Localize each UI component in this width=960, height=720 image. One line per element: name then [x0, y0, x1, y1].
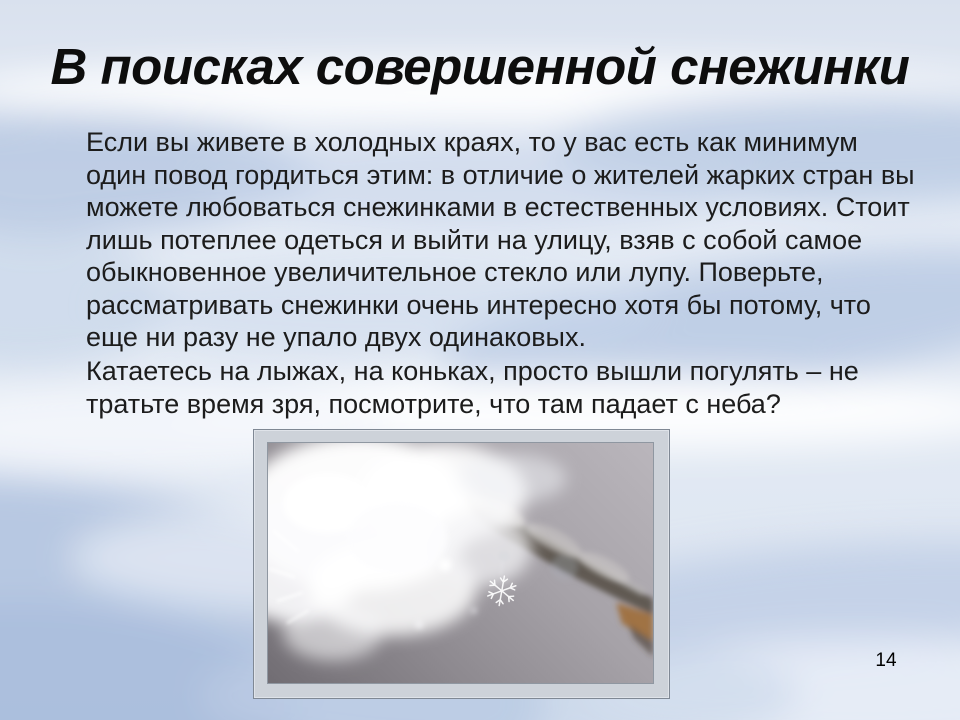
text-line: лишь потеплее одеться и выйти на улицу, взяв с собой самое: [86, 224, 863, 255]
text-line: Катаетесь на лыжах, на коньках, просто вышли погулять – не: [86, 356, 859, 386]
text-line: рассматривать снежинки очень интересно хотя бы потому, что: [86, 289, 871, 320]
text-line: Если вы живете в холодных краях, то у вас есть как минимум: [86, 127, 858, 157]
text-line: один повод гордиться этим: в отличие о жителей жарких стран вы: [86, 159, 915, 190]
snowflake-photo-graphic: [268, 443, 653, 683]
slide-title: В поисках совершенной снежинки: [50, 38, 910, 95]
text-line: можете любоваться снежинками в естественных условиях. Стоит: [86, 192, 910, 222]
body-paragraph-1: [86, 126, 926, 354]
snowflake-photo: [267, 442, 654, 684]
page-number: 14: [875, 650, 897, 671]
text-line: еще ни разу не упало двух одинаковых.: [86, 322, 586, 352]
text-line: обыкновенное увеличительное стекло или лупу. Поверьте,: [86, 257, 824, 287]
text-line: тратьте время зря, посмотрите, что там падает с неба?: [86, 388, 781, 419]
photo-frame: [253, 429, 670, 699]
body-paragraph-2: [86, 355, 926, 420]
